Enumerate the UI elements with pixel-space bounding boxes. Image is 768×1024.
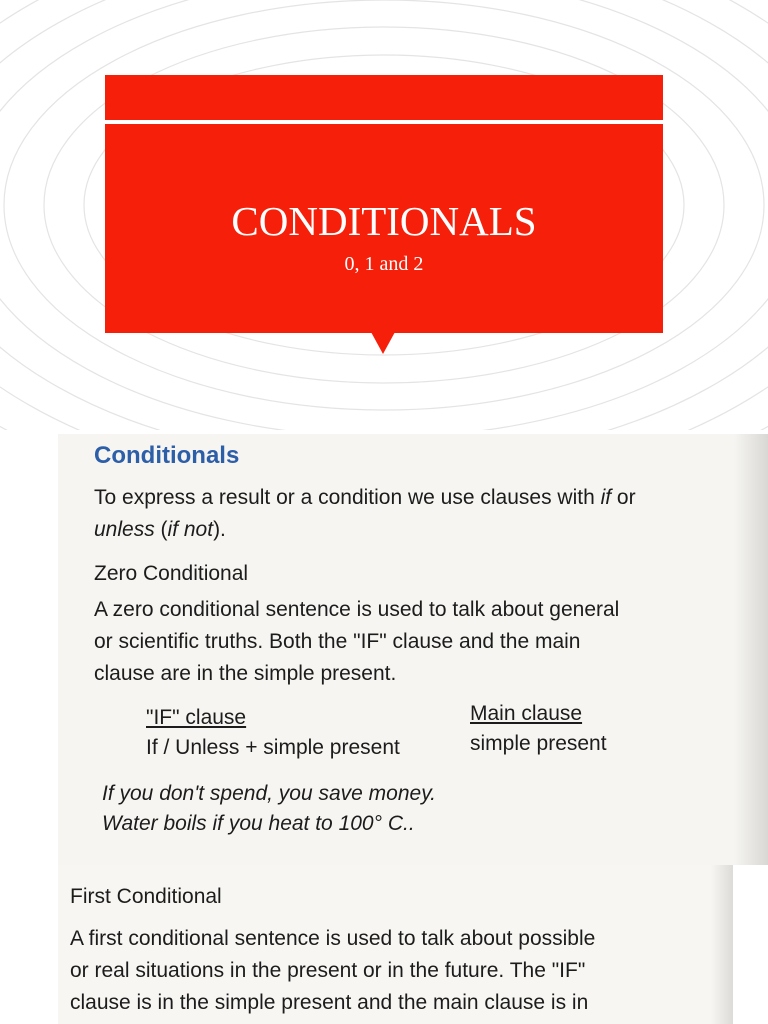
title-card-pointer [371, 332, 395, 354]
title-card-stripe [105, 120, 663, 124]
page-edge-shadow [734, 434, 768, 865]
section-heading: Conditionals [94, 442, 240, 469]
example-2: Water boils if you heat to 100° C.. [102, 812, 415, 835]
intro-line-1: To express a result or a condition we use clauses with if or [94, 486, 636, 509]
first-line-3: clause is in the simple present and the main clause is in [70, 991, 589, 1014]
slide-subtitle: 0, 1 and 2 [344, 253, 424, 275]
example-1: If you don't spend, you save money. [102, 782, 436, 805]
first-line-1: A first conditional sentence is used to talk about possible [70, 927, 596, 950]
main-clause-header: Main clause [470, 702, 583, 725]
if-clause-value: If / Unless + simple present [146, 736, 400, 759]
zero-line-3: clause are in the simple present. [94, 662, 397, 685]
scanned-page-lower [58, 865, 733, 1024]
intro-line-2: unless (if not). [94, 518, 226, 541]
slide-title: CONDITIONALS [231, 198, 537, 244]
if-clause-header: "IF" clause [146, 706, 247, 729]
scanned-page-upper [58, 434, 768, 865]
main-clause-value: simple present [470, 732, 607, 755]
first-conditional-title: First Conditional [70, 885, 222, 908]
first-line-2: or real situations in the present or in the future. The "IF" [70, 959, 586, 982]
page-edge-shadow [711, 865, 733, 1024]
title-card [105, 75, 663, 333]
zero-conditional-title: Zero Conditional [94, 562, 249, 585]
zero-line-1: A zero conditional sentence is used to talk about general [94, 598, 620, 621]
zero-line-2: or scientific truths. Both the "IF" clause and the main [94, 630, 581, 653]
